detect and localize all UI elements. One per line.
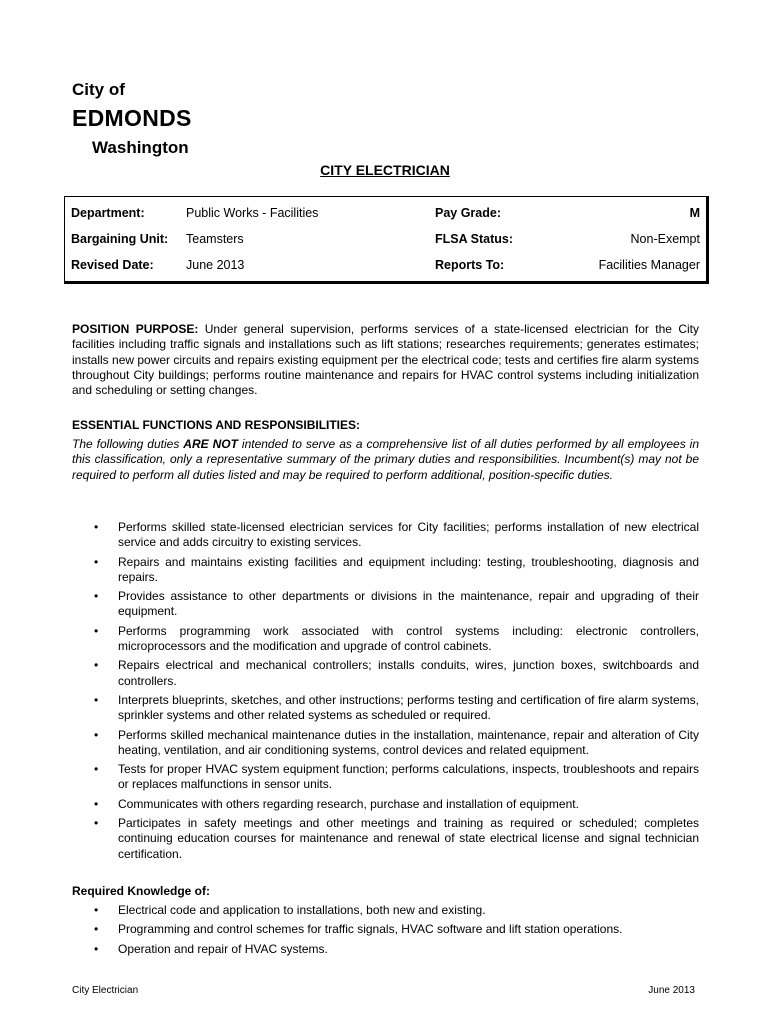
- job-info-box: [64, 196, 709, 284]
- revised-date-value: June 2013: [186, 258, 245, 272]
- list-item: • Interprets blueprints, sketches, and other instructions; performs testing and certification of fire alarm systems, sprinkler systems and other related systems as scheduled or required.: [72, 693, 699, 724]
- department-value: Public Works - Facilities: [186, 206, 319, 220]
- intro-text-after: intended to serve as a comprehensive list of all duties performed by all employees in this classification, only a representative summary of the primary duties and responsibilities. Incumbent(s) may not be required to perform all duties listed and may be required to perform additional, position-specific duties.: [72, 437, 699, 482]
- info-row-revised: [65, 258, 706, 278]
- list-item: • Repairs electrical and mechanical controllers; installs conduits, wires, junction boxes, switchboards and controllers.: [72, 658, 699, 689]
- list-item: • Operation and repair of HVAC systems.: [72, 942, 699, 957]
- org-city-name: EDMONDS: [72, 105, 192, 131]
- pay-grade-value: M: [689, 206, 700, 220]
- document-title: CITY ELECTRICIAN: [320, 162, 450, 178]
- required-knowledge-heading: Required Knowledge of:: [72, 884, 210, 898]
- list-item: • Communicates with others regarding research, purchase and installation of equipment.: [72, 797, 699, 812]
- reports-to-value: Facilities Manager: [598, 258, 700, 272]
- footer-right: June 2013: [648, 985, 695, 996]
- department-label: Department:: [71, 206, 145, 220]
- flsa-status-value: Non-Exempt: [630, 232, 700, 246]
- essential-functions-intro: [72, 437, 699, 483]
- list-item: • Performs programming work associated with control systems including: electronic controllers, microprocessors and the modification and upgrade of control cabinets.: [72, 624, 699, 655]
- essential-functions-list: [72, 520, 699, 866]
- list-item: • Performs skilled mechanical maintenance duties in the installation, maintenance, repair and alteration of City heating, ventilation, and air conditioning systems, control devices and related equipment.: [72, 728, 699, 759]
- org-state: Washington: [92, 138, 189, 157]
- list-item: • Performs skilled state-licensed electrician services for City facilities; performs installation of new electrical service and adds circuitry to existing services.: [72, 520, 699, 551]
- list-item: • Provides assistance to other departments or divisions in the maintenance, repair and upgrading of their equipment.: [72, 589, 699, 620]
- reports-to-label: Reports To:: [435, 258, 505, 272]
- list-item: • Repairs and maintains existing facilities and equipment including: testing, troubleshooting, diagnosis and repairs.: [72, 555, 699, 586]
- intro-text-bold: ARE NOT: [183, 437, 238, 451]
- list-item: • Participates in safety meetings and other meetings and training as required or scheduled; completes continuing education courses for maintenance and renewal of state electrical license and signal technician certification.: [72, 816, 699, 862]
- essential-functions-heading: ESSENTIAL FUNCTIONS AND RESPONSIBILITIES:: [72, 418, 361, 432]
- org-city-of: City of: [72, 80, 125, 99]
- required-knowledge-list: [72, 903, 699, 961]
- list-item: • Tests for proper HVAC system equipment function; performs calculations, inspects, troubleshoots and repairs or replaces malfunctions in sensor units.: [72, 762, 699, 793]
- flsa-status-label: FLSA Status:: [435, 232, 514, 246]
- pay-grade-label: Pay Grade:: [435, 206, 502, 220]
- info-row-bargaining: [65, 232, 706, 252]
- bargaining-unit-value: Teamsters: [186, 232, 244, 246]
- position-purpose-text: Under general supervision, performs services of a state-licensed electrician for the City facilities including traffic signals and installations such as lift stations; researches requirements; generates estimates; installs new power circuits and repairs existing equipment per the electrical code; tests and certifies fire alarm systems throughout City buildings; performs routine maintenance and repairs for HVAC control systems including initialization and scheduling or setting changes.: [72, 322, 699, 398]
- intro-text-before: The following duties: [72, 437, 184, 451]
- position-purpose-label: POSITION PURPOSE:: [72, 322, 199, 336]
- list-item: • Programming and control schemes for traffic signals, HVAC software and lift station operations.: [72, 922, 699, 937]
- list-item: • Electrical code and application to installations, both new and existing.: [72, 903, 699, 918]
- info-row-department: [65, 206, 706, 226]
- bargaining-unit-label: Bargaining Unit:: [71, 232, 169, 246]
- position-purpose: [72, 322, 699, 398]
- revised-date-label: Revised Date:: [71, 258, 154, 272]
- footer-left: City Electrician: [72, 985, 139, 996]
